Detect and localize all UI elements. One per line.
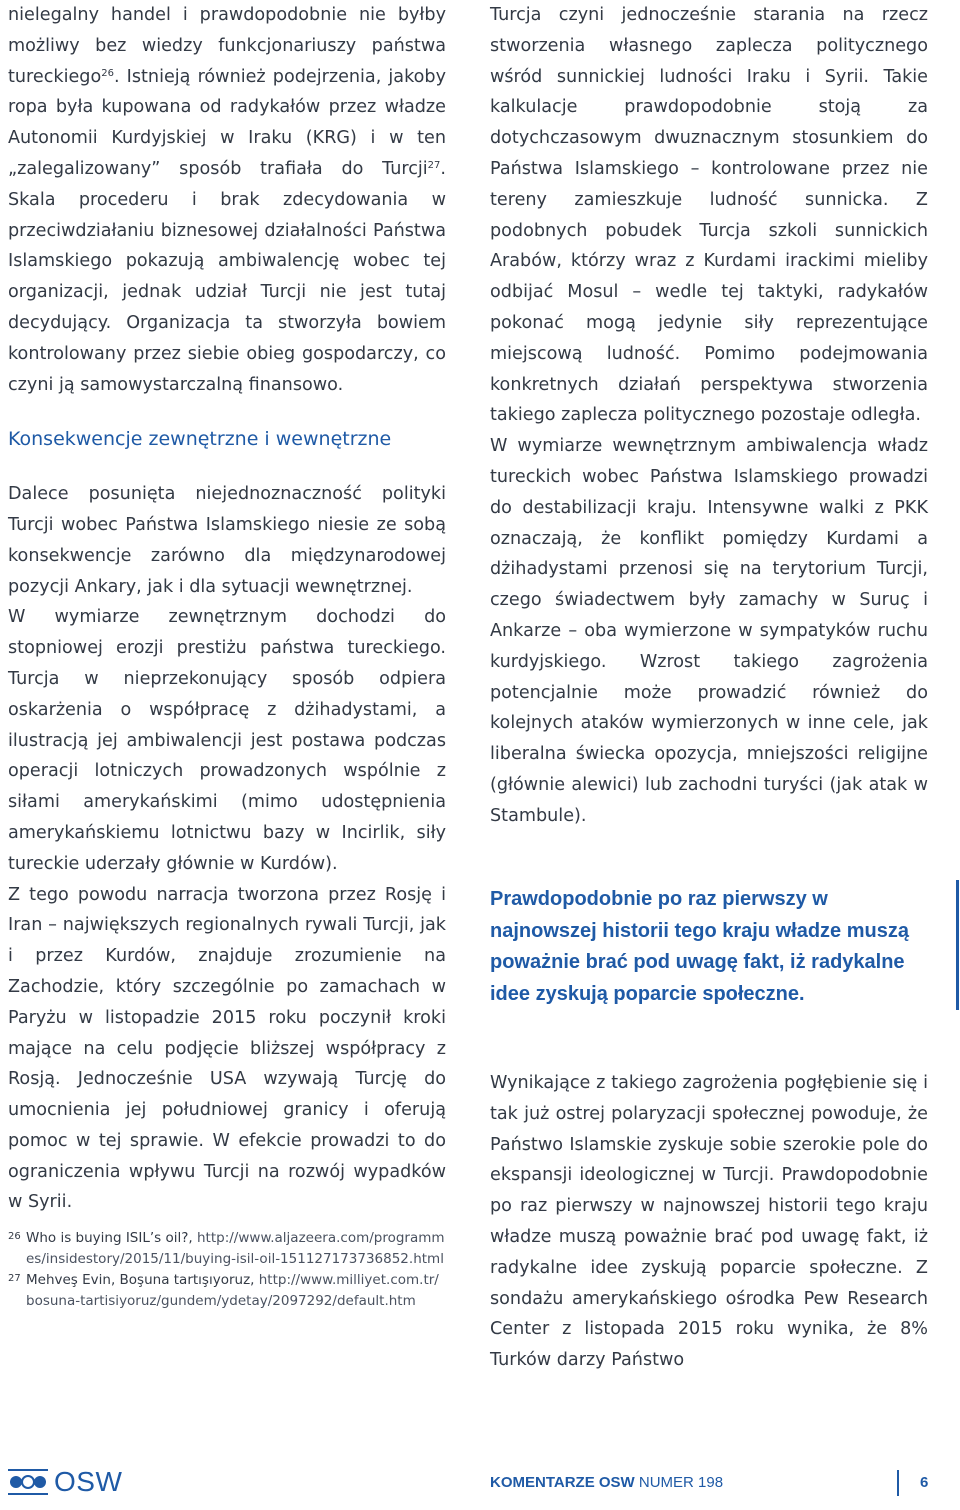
left-column	[8, 0, 446, 1218]
footnote-number: 26	[8, 1231, 21, 1242]
page-separator	[897, 1470, 899, 1496]
footnote-ref-26[interactable]: 26	[101, 67, 114, 79]
footnote-link[interactable]: http://www.aljazeera.com/programmes/insidestory/2015/11/buying-isil-oil-151127173736852.html	[26, 1230, 445, 1267]
osw-logo-icon	[8, 1465, 48, 1499]
series-title: KOMENTARZE OSW	[490, 1474, 635, 1491]
footnotes	[8, 1228, 446, 1312]
footnote-link[interactable]: http://www.milliyet.com.tr/bosuna-tartisiyoruz/gundem/ydetay/2097292/default.htm	[26, 1272, 439, 1309]
page-footer	[0, 1460, 960, 1510]
footnote-26	[8, 1228, 446, 1270]
pull-quote: Prawdopodobnie po raz pierwszy w najnowszej historii tego kraju władze muszą poważnie brać pod uwagę fakt, iż radykalne idee zyskują poparcie społeczne.	[490, 888, 909, 1005]
section-heading: Konsekwencje zewnętrzne i wewnętrzne	[8, 428, 392, 451]
pull-quote-rule	[956, 880, 959, 1010]
footnote-27	[8, 1270, 446, 1312]
paragraph-1: nielegalny handel i prawdopodobnie nie byłby możliwy bez wiedzy funkcjonariuszy państwa tureckiego$^{26}$. Istnieją również podejrzenia, jakoby ropa była kupowana od radykałów przez władze Autonomii Kurdyjskiej w Iraku (KRG) i w ten „zalegalizowany” sposób trafiała do Turcji$^{27}$. Skala procederu i brak zdecydowania w przeciwdziałaniu biznesowej działalności Państwa Islamskiego pokazują ambiwalencję wobec tej organizacji, jednak udział Turcji nie jest tutaj decydujący. Organizacja ta stworzyła bowiem kontrolowany przez siebie obieg gospodarczy, co czyni ją samowystarczalną finansowo.	[8, 5, 446, 395]
footnote-text: Mehveş Evin, Boşuna tartışıyoruz,	[26, 1272, 259, 1288]
paragraph-4: Z tego powodu narracja tworzona przez Rosję i Iran – największych regionalnych rywali Turcji, jak i przez Kurdów, znajduje zrozumienie na Zachodzie, który szczególnie po zamachach w Paryżu w listopadzie 2015 roku poczynił kroki mające na celu podjęcie bliższej współpracy z Rosją. Jednocześnie USA wzywają Turcję do umocnienia jej południowej granicy i oferują pomoc w tej sprawie. W efekcie prowadzi to do ograniczenia wpływu Turcji na rozwój wypadków w Syrii.	[8, 884, 446, 1213]
right-paragraph-2: W wymiarze wewnętrznym ambiwalencja władz tureckich wobec Państwa Islamskiego prowadzi do destabilizacji kraju. Intensywne walki z PKK oznaczają, że konflikt pomiędzy Kurdami a dżihadystami przenosi się na terytorium Turcji, czego świadectwem były zamachy w Suruç i Ankarze – oba wymierzone w sympatyków ruchu kurdyjskiego. Wzrost takiego zagrożenia potencjalnie może prowadzić również do kolejnych ataków wymierzonych w inne cele, jak liberalna świecka opozycja, mniejszości religijne (głównie alewici) lub zachodni turyści (jak atak w Stambule).	[490, 436, 928, 826]
right-column	[490, 0, 928, 832]
footnote-text: Who is buying ISIL’s oil?,	[26, 1230, 197, 1246]
right-paragraph-1: Turcja czyni jednocześnie starania na rzecz stworzenia własnego zaplecza politycznego wśród sunnickiej ludności Iraku i Syrii. Takie kalkulacje prawdopodobnie stoją za dotychczasowym dwuznacznym stosunkiem do Państwa Islamskiego – kontrolowane przez nie tereny zamieszkuje ludność sunnicka. Z podobnych pobudek Turcja szkoli sunnickich Arabów, którzy wraz z Kurdami irackimi mieliby odbijać Mosul – wedle tej taktyki, radykałów pokonać mogą jedynie siły reprezentujące miejscową ludność. Pomimo podejmowania konkretnych działań perspektywa stworzenia takiego zaplecza politycznego pozostaje odległa.	[490, 5, 928, 426]
series-number: NUMER 198	[638, 1474, 724, 1491]
paragraph-2: Dalece posunięta niejednoznaczność polityki Turcji wobec Państwa Islamskiego niesie ze sobą konsekwencje zarówno dla międzynarodowej pozycji Ankary, jak i dla sytuacji wewnętrznej.	[8, 484, 446, 597]
footnote-number: 27	[8, 1273, 21, 1284]
right-paragraph-3: Wynikające z takiego zagrożenia pogłębienie się i tak już ostrej polaryzacji społecznej powoduje, że Państwo Islamskie zyskuje sobie szerokie pole do ekspansji ideologicznej w Turcji. Prawdopodobnie po raz pierwszy w najnowszej historii tego kraju władze muszą poważnie brać pod uwagę fakt, iż radykalne idee zyskują poparcie społeczne. Z sondażu amerykańskiego ośrodka Pew Research Center z listopada 2015 roku wynika, że 8% Turków darzy Państwo	[490, 1073, 928, 1371]
series-label	[490, 1474, 723, 1491]
paragraph-3: W wymiarze zewnętrznym dochodzi do stopniowej erozji prestiżu państwa tureckiego. Turcja w nieprzekonujący sposób odpiera oskarżenia o współpracę z dżihadystami, a ilustracją jej ambiwalencji jest postawa podczas operacji lotniczych prowadzonych wspólnie z siłami amerykańskimi (mimo udostępnienia amerykańskiemu lotnictwu bazy w Incirlik, siły tureckie uderzały głównie w Kurdów).	[8, 607, 446, 874]
footnote-ref-27[interactable]: 27	[427, 159, 441, 171]
page-number: 6	[920, 1474, 929, 1491]
osw-logo	[8, 1464, 122, 1500]
osw-logo-text: OSW	[54, 1466, 123, 1497]
